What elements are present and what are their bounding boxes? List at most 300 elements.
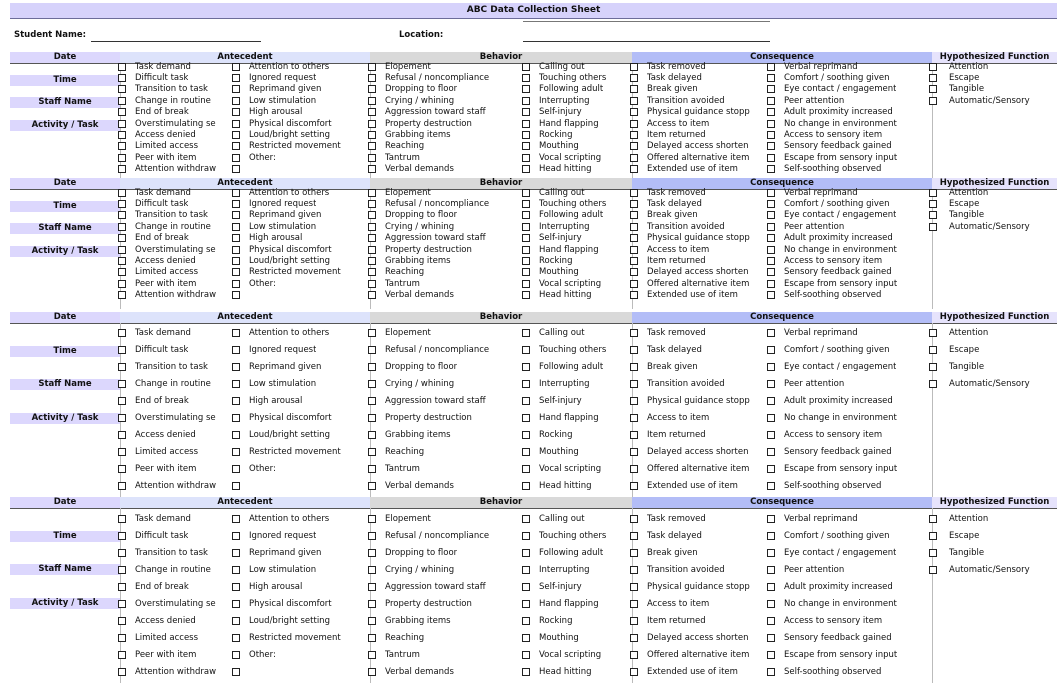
checkbox[interactable] bbox=[630, 165, 638, 173]
checkbox[interactable] bbox=[630, 431, 638, 439]
checkbox[interactable] bbox=[522, 465, 530, 473]
checkbox[interactable] bbox=[118, 346, 126, 354]
checkbox[interactable] bbox=[929, 329, 937, 337]
checkbox[interactable] bbox=[118, 482, 126, 490]
checkbox-option[interactable] bbox=[118, 528, 218, 545]
checkbox[interactable] bbox=[522, 85, 530, 93]
checkbox[interactable] bbox=[630, 363, 638, 371]
checkbox-option[interactable] bbox=[522, 528, 622, 545]
checkbox[interactable] bbox=[368, 63, 376, 71]
checkbox[interactable] bbox=[929, 346, 937, 354]
checkbox[interactable] bbox=[767, 431, 775, 439]
checkbox[interactable] bbox=[522, 380, 530, 388]
checkbox[interactable] bbox=[368, 97, 376, 105]
checkbox[interactable] bbox=[118, 414, 126, 422]
checkbox-option[interactable] bbox=[630, 325, 750, 342]
checkbox[interactable] bbox=[232, 414, 240, 422]
checkbox-option[interactable] bbox=[368, 198, 505, 209]
checkbox[interactable] bbox=[929, 200, 937, 208]
checkbox-option[interactable] bbox=[630, 460, 750, 477]
checkbox-option[interactable] bbox=[929, 198, 1044, 209]
checkbox[interactable] bbox=[929, 363, 937, 371]
checkbox[interactable] bbox=[522, 200, 530, 208]
checkbox-option[interactable] bbox=[929, 562, 1044, 579]
checkbox[interactable] bbox=[630, 583, 638, 591]
checkbox[interactable] bbox=[522, 346, 530, 354]
checkbox-option[interactable] bbox=[368, 376, 505, 393]
checkbox-option[interactable] bbox=[630, 221, 750, 232]
checkbox-option[interactable] bbox=[368, 545, 505, 562]
checkbox-option[interactable] bbox=[368, 129, 505, 140]
checkbox[interactable] bbox=[630, 120, 638, 128]
checkbox[interactable] bbox=[118, 85, 126, 93]
checkbox[interactable] bbox=[522, 482, 530, 490]
checkbox-option[interactable] bbox=[522, 562, 622, 579]
checkbox-option[interactable] bbox=[118, 278, 218, 289]
checkbox[interactable] bbox=[630, 397, 638, 405]
checkbox-option[interactable] bbox=[630, 426, 750, 443]
checkbox-option[interactable] bbox=[522, 72, 622, 83]
checkbox[interactable] bbox=[767, 291, 775, 299]
checkbox[interactable] bbox=[630, 549, 638, 557]
checkbox-option[interactable] bbox=[767, 477, 917, 494]
checkbox-option[interactable] bbox=[118, 84, 218, 95]
checkbox-option[interactable] bbox=[522, 579, 622, 596]
checkbox-option[interactable] bbox=[767, 187, 917, 198]
checkbox-option[interactable] bbox=[118, 393, 218, 410]
checkbox[interactable] bbox=[630, 566, 638, 574]
checkbox-option[interactable] bbox=[767, 244, 917, 255]
checkbox[interactable] bbox=[232, 200, 240, 208]
checkbox-option[interactable] bbox=[118, 629, 218, 646]
checkbox-option[interactable] bbox=[368, 61, 505, 72]
checkbox[interactable] bbox=[118, 363, 126, 371]
checkbox[interactable] bbox=[630, 651, 638, 659]
checkbox-option[interactable] bbox=[929, 511, 1044, 528]
checkbox-option[interactable] bbox=[767, 562, 917, 579]
checkbox-option[interactable] bbox=[368, 290, 505, 301]
checkbox-option[interactable] bbox=[118, 290, 218, 301]
checkbox-option[interactable] bbox=[630, 359, 750, 376]
checkbox[interactable] bbox=[368, 85, 376, 93]
checkbox-option[interactable] bbox=[522, 95, 622, 106]
checkbox[interactable] bbox=[232, 63, 240, 71]
checkbox[interactable] bbox=[767, 482, 775, 490]
checkbox-option[interactable] bbox=[522, 84, 622, 95]
checkbox[interactable] bbox=[767, 617, 775, 625]
checkbox-option[interactable] bbox=[630, 61, 750, 72]
checkbox-option[interactable] bbox=[118, 198, 218, 209]
checkbox[interactable] bbox=[767, 668, 775, 676]
checkbox-option[interactable] bbox=[929, 84, 1044, 95]
checkbox[interactable] bbox=[767, 154, 775, 162]
checkbox-option[interactable] bbox=[368, 278, 505, 289]
checkbox[interactable] bbox=[522, 97, 530, 105]
checkbox-option[interactable] bbox=[630, 255, 750, 266]
checkbox[interactable] bbox=[767, 380, 775, 388]
checkbox-option[interactable] bbox=[929, 342, 1044, 359]
checkbox[interactable] bbox=[767, 515, 775, 523]
checkbox[interactable] bbox=[767, 246, 775, 254]
checkbox-option[interactable] bbox=[767, 629, 917, 646]
checkbox-option[interactable] bbox=[767, 393, 917, 410]
checkbox-option[interactable] bbox=[630, 107, 750, 118]
checkbox-option[interactable] bbox=[522, 477, 622, 494]
checkbox[interactable] bbox=[118, 668, 126, 676]
checkbox-option[interactable] bbox=[118, 342, 218, 359]
checkbox[interactable] bbox=[630, 617, 638, 625]
checkbox-option[interactable] bbox=[232, 376, 350, 393]
checkbox-option-blank[interactable] bbox=[232, 164, 249, 175]
checkbox-option[interactable] bbox=[767, 376, 917, 393]
checkbox[interactable] bbox=[767, 414, 775, 422]
checkbox-option[interactable] bbox=[118, 61, 218, 72]
checkbox-option[interactable] bbox=[232, 393, 350, 410]
checkbox[interactable] bbox=[522, 63, 530, 71]
checkbox-option[interactable] bbox=[522, 107, 622, 118]
checkbox[interactable] bbox=[118, 448, 126, 456]
checkbox[interactable] bbox=[767, 329, 775, 337]
checkbox-option[interactable] bbox=[929, 95, 1044, 106]
checkbox-option[interactable] bbox=[368, 244, 505, 255]
checkbox[interactable] bbox=[232, 257, 240, 265]
checkbox[interactable] bbox=[630, 200, 638, 208]
checkbox[interactable] bbox=[232, 246, 240, 254]
checkbox[interactable] bbox=[630, 668, 638, 676]
checkbox[interactable] bbox=[767, 363, 775, 371]
checkbox-option[interactable] bbox=[232, 141, 350, 152]
checkbox[interactable] bbox=[767, 651, 775, 659]
checkbox[interactable] bbox=[368, 617, 376, 625]
checkbox[interactable] bbox=[630, 268, 638, 276]
checkbox[interactable] bbox=[368, 165, 376, 173]
checkbox[interactable] bbox=[767, 268, 775, 276]
location-field[interactable] bbox=[523, 41, 770, 42]
checkbox[interactable] bbox=[767, 346, 775, 354]
checkbox[interactable] bbox=[630, 223, 638, 231]
checkbox[interactable] bbox=[767, 97, 775, 105]
checkbox[interactable] bbox=[630, 74, 638, 82]
checkbox[interactable] bbox=[118, 634, 126, 642]
checkbox[interactable] bbox=[118, 223, 126, 231]
checkbox-option[interactable] bbox=[368, 663, 505, 680]
checkbox[interactable] bbox=[522, 142, 530, 150]
checkbox-option[interactable] bbox=[630, 187, 750, 198]
checkbox-option[interactable] bbox=[368, 646, 505, 663]
checkbox-option[interactable] bbox=[232, 255, 350, 266]
checkbox-option[interactable] bbox=[368, 426, 505, 443]
checkbox-option[interactable] bbox=[767, 290, 917, 301]
checkbox[interactable] bbox=[118, 120, 126, 128]
checkbox-option[interactable] bbox=[630, 233, 750, 244]
checkbox[interactable] bbox=[767, 74, 775, 82]
checkbox[interactable] bbox=[232, 154, 240, 162]
checkbox[interactable] bbox=[522, 617, 530, 625]
checkbox-option[interactable] bbox=[522, 141, 622, 152]
checkbox[interactable] bbox=[368, 268, 376, 276]
checkbox-option[interactable] bbox=[522, 210, 622, 221]
checkbox-option[interactable] bbox=[929, 359, 1044, 376]
checkbox[interactable] bbox=[522, 154, 530, 162]
checkbox-option[interactable] bbox=[368, 233, 505, 244]
checkbox[interactable] bbox=[522, 448, 530, 456]
checkbox[interactable] bbox=[630, 85, 638, 93]
checkbox-option[interactable] bbox=[929, 187, 1044, 198]
checkbox[interactable] bbox=[929, 566, 937, 574]
checkbox[interactable] bbox=[368, 291, 376, 299]
checkbox-option[interactable] bbox=[118, 359, 218, 376]
checkbox-option[interactable] bbox=[630, 663, 750, 680]
checkbox-option[interactable] bbox=[232, 129, 350, 140]
checkbox-option[interactable] bbox=[368, 267, 505, 278]
checkbox-option[interactable] bbox=[118, 244, 218, 255]
checkbox[interactable] bbox=[232, 617, 240, 625]
checkbox-option[interactable] bbox=[522, 118, 622, 129]
checkbox-option[interactable] bbox=[767, 152, 917, 163]
checkbox-option[interactable] bbox=[232, 325, 350, 342]
checkbox[interactable] bbox=[118, 291, 126, 299]
checkbox-option-blank[interactable] bbox=[232, 663, 249, 680]
checkbox-option[interactable] bbox=[522, 359, 622, 376]
checkbox-option[interactable] bbox=[368, 460, 505, 477]
checkbox-option[interactable] bbox=[522, 198, 622, 209]
checkbox-option[interactable] bbox=[522, 646, 622, 663]
checkbox[interactable] bbox=[630, 414, 638, 422]
checkbox-option[interactable] bbox=[232, 61, 350, 72]
checkbox[interactable] bbox=[232, 85, 240, 93]
checkbox-option[interactable] bbox=[630, 579, 750, 596]
checkbox[interactable] bbox=[630, 291, 638, 299]
checkbox[interactable] bbox=[232, 189, 240, 197]
checkbox[interactable] bbox=[630, 189, 638, 197]
checkbox-option[interactable] bbox=[118, 210, 218, 221]
checkbox[interactable] bbox=[630, 465, 638, 473]
checkbox-option[interactable] bbox=[368, 107, 505, 118]
checkbox[interactable] bbox=[232, 380, 240, 388]
checkbox[interactable] bbox=[232, 634, 240, 642]
checkbox-option[interactable] bbox=[630, 342, 750, 359]
checkbox[interactable] bbox=[118, 131, 126, 139]
checkbox[interactable] bbox=[767, 280, 775, 288]
checkbox-option[interactable] bbox=[522, 545, 622, 562]
checkbox[interactable] bbox=[232, 165, 240, 173]
checkbox-option[interactable] bbox=[767, 61, 917, 72]
checkbox-option[interactable] bbox=[368, 359, 505, 376]
checkbox-option[interactable] bbox=[630, 596, 750, 613]
checkbox[interactable] bbox=[368, 668, 376, 676]
checkbox[interactable] bbox=[522, 211, 530, 219]
checkbox[interactable] bbox=[368, 189, 376, 197]
checkbox-option[interactable] bbox=[522, 426, 622, 443]
checkbox[interactable] bbox=[929, 211, 937, 219]
checkbox-option[interactable] bbox=[368, 528, 505, 545]
checkbox[interactable] bbox=[368, 346, 376, 354]
checkbox-option[interactable] bbox=[368, 579, 505, 596]
checkbox[interactable] bbox=[118, 189, 126, 197]
checkbox-option[interactable] bbox=[767, 511, 917, 528]
checkbox[interactable] bbox=[368, 465, 376, 473]
checkbox[interactable] bbox=[929, 189, 937, 197]
checkbox[interactable] bbox=[232, 234, 240, 242]
checkbox-option[interactable] bbox=[767, 663, 917, 680]
checkbox-option[interactable] bbox=[118, 95, 218, 106]
checkbox-option[interactable] bbox=[767, 359, 917, 376]
checkbox[interactable] bbox=[368, 280, 376, 288]
checkbox-option[interactable] bbox=[522, 596, 622, 613]
checkbox[interactable] bbox=[522, 257, 530, 265]
checkbox[interactable] bbox=[522, 431, 530, 439]
checkbox-option[interactable] bbox=[630, 141, 750, 152]
checkbox[interactable] bbox=[630, 246, 638, 254]
checkbox[interactable] bbox=[630, 346, 638, 354]
checkbox-option[interactable] bbox=[368, 477, 505, 494]
checkbox[interactable] bbox=[368, 131, 376, 139]
checkbox[interactable] bbox=[368, 448, 376, 456]
checkbox[interactable] bbox=[232, 532, 240, 540]
checkbox[interactable] bbox=[118, 108, 126, 116]
checkbox[interactable] bbox=[522, 515, 530, 523]
checkbox[interactable] bbox=[522, 329, 530, 337]
checkbox[interactable] bbox=[522, 291, 530, 299]
checkbox-option[interactable] bbox=[522, 612, 622, 629]
checkbox[interactable] bbox=[767, 448, 775, 456]
checkbox[interactable] bbox=[368, 154, 376, 162]
student-name-field[interactable] bbox=[91, 41, 261, 42]
checkbox[interactable] bbox=[929, 515, 937, 523]
checkbox-option[interactable] bbox=[767, 129, 917, 140]
checkbox-option[interactable] bbox=[368, 118, 505, 129]
checkbox-option[interactable] bbox=[118, 118, 218, 129]
checkbox-option[interactable] bbox=[368, 255, 505, 266]
checkbox-option[interactable] bbox=[232, 646, 350, 663]
checkbox-option[interactable] bbox=[232, 511, 350, 528]
checkbox[interactable] bbox=[630, 600, 638, 608]
checkbox[interactable] bbox=[630, 532, 638, 540]
checkbox-option[interactable] bbox=[232, 278, 350, 289]
checkbox-option[interactable] bbox=[232, 187, 350, 198]
checkbox-option[interactable] bbox=[118, 460, 218, 477]
checkbox-option[interactable] bbox=[232, 198, 350, 209]
checkbox-option[interactable] bbox=[232, 267, 350, 278]
checkbox-option[interactable] bbox=[767, 612, 917, 629]
checkbox-option[interactable] bbox=[767, 84, 917, 95]
checkbox[interactable] bbox=[368, 583, 376, 591]
checkbox[interactable] bbox=[118, 154, 126, 162]
checkbox-option[interactable] bbox=[767, 596, 917, 613]
checkbox[interactable] bbox=[118, 268, 126, 276]
checkbox[interactable] bbox=[522, 108, 530, 116]
checkbox[interactable] bbox=[232, 268, 240, 276]
checkbox-option[interactable] bbox=[522, 278, 622, 289]
checkbox-option[interactable] bbox=[929, 325, 1044, 342]
checkbox[interactable] bbox=[118, 74, 126, 82]
checkbox[interactable] bbox=[522, 131, 530, 139]
checkbox[interactable] bbox=[522, 120, 530, 128]
checkbox-option[interactable] bbox=[767, 141, 917, 152]
checkbox-option[interactable] bbox=[118, 596, 218, 613]
checkbox-option[interactable] bbox=[630, 72, 750, 83]
checkbox[interactable] bbox=[522, 74, 530, 82]
checkbox[interactable] bbox=[767, 200, 775, 208]
checkbox-option[interactable] bbox=[630, 612, 750, 629]
checkbox[interactable] bbox=[232, 448, 240, 456]
checkbox[interactable] bbox=[767, 634, 775, 642]
checkbox-option[interactable] bbox=[522, 164, 622, 175]
checkbox-option[interactable] bbox=[232, 528, 350, 545]
checkbox[interactable] bbox=[630, 108, 638, 116]
checkbox[interactable] bbox=[522, 268, 530, 276]
checkbox[interactable] bbox=[232, 397, 240, 405]
checkbox[interactable] bbox=[767, 583, 775, 591]
checkbox[interactable] bbox=[118, 651, 126, 659]
checkbox[interactable] bbox=[118, 431, 126, 439]
checkbox[interactable] bbox=[630, 380, 638, 388]
checkbox-option[interactable] bbox=[118, 255, 218, 266]
checkbox-option[interactable] bbox=[232, 152, 350, 163]
checkbox-option[interactable] bbox=[232, 579, 350, 596]
checkbox-option[interactable] bbox=[630, 118, 750, 129]
checkbox[interactable] bbox=[232, 566, 240, 574]
checkbox[interactable] bbox=[368, 482, 376, 490]
checkbox-option[interactable] bbox=[522, 129, 622, 140]
checkbox-option-blank[interactable] bbox=[232, 290, 249, 301]
checkbox[interactable] bbox=[118, 617, 126, 625]
checkbox[interactable] bbox=[522, 246, 530, 254]
checkbox-option[interactable] bbox=[767, 325, 917, 342]
checkbox[interactable] bbox=[118, 165, 126, 173]
checkbox-option[interactable] bbox=[368, 84, 505, 95]
checkbox[interactable] bbox=[767, 465, 775, 473]
checkbox-option[interactable] bbox=[929, 72, 1044, 83]
checkbox-option[interactable] bbox=[368, 629, 505, 646]
checkbox-option[interactable] bbox=[232, 107, 350, 118]
checkbox-option[interactable] bbox=[232, 596, 350, 613]
checkbox-option[interactable] bbox=[767, 528, 917, 545]
checkbox[interactable] bbox=[368, 651, 376, 659]
checkbox-option[interactable] bbox=[929, 528, 1044, 545]
checkbox-option[interactable] bbox=[630, 646, 750, 663]
checkbox[interactable] bbox=[522, 189, 530, 197]
checkbox[interactable] bbox=[522, 234, 530, 242]
checkbox[interactable] bbox=[522, 634, 530, 642]
checkbox-option[interactable] bbox=[118, 325, 218, 342]
checkbox[interactable] bbox=[118, 515, 126, 523]
checkbox[interactable] bbox=[232, 515, 240, 523]
checkbox[interactable] bbox=[232, 600, 240, 608]
checkbox[interactable] bbox=[232, 211, 240, 219]
checkbox[interactable] bbox=[630, 634, 638, 642]
checkbox-option[interactable] bbox=[630, 443, 750, 460]
checkbox-option[interactable] bbox=[368, 210, 505, 221]
checkbox-option[interactable] bbox=[118, 612, 218, 629]
checkbox[interactable] bbox=[232, 108, 240, 116]
checkbox-option[interactable] bbox=[368, 562, 505, 579]
checkbox[interactable] bbox=[118, 329, 126, 337]
checkbox-option[interactable] bbox=[368, 596, 505, 613]
checkbox-option[interactable] bbox=[118, 233, 218, 244]
checkbox[interactable] bbox=[929, 380, 937, 388]
checkbox-option[interactable] bbox=[368, 164, 505, 175]
checkbox[interactable] bbox=[522, 549, 530, 557]
checkbox-option[interactable] bbox=[522, 325, 622, 342]
checkbox-option[interactable] bbox=[630, 84, 750, 95]
checkbox-option[interactable] bbox=[232, 210, 350, 221]
checkbox[interactable] bbox=[232, 549, 240, 557]
checkbox[interactable] bbox=[767, 63, 775, 71]
checkbox[interactable] bbox=[522, 532, 530, 540]
checkbox-option[interactable] bbox=[929, 61, 1044, 72]
checkbox-option[interactable] bbox=[368, 187, 505, 198]
